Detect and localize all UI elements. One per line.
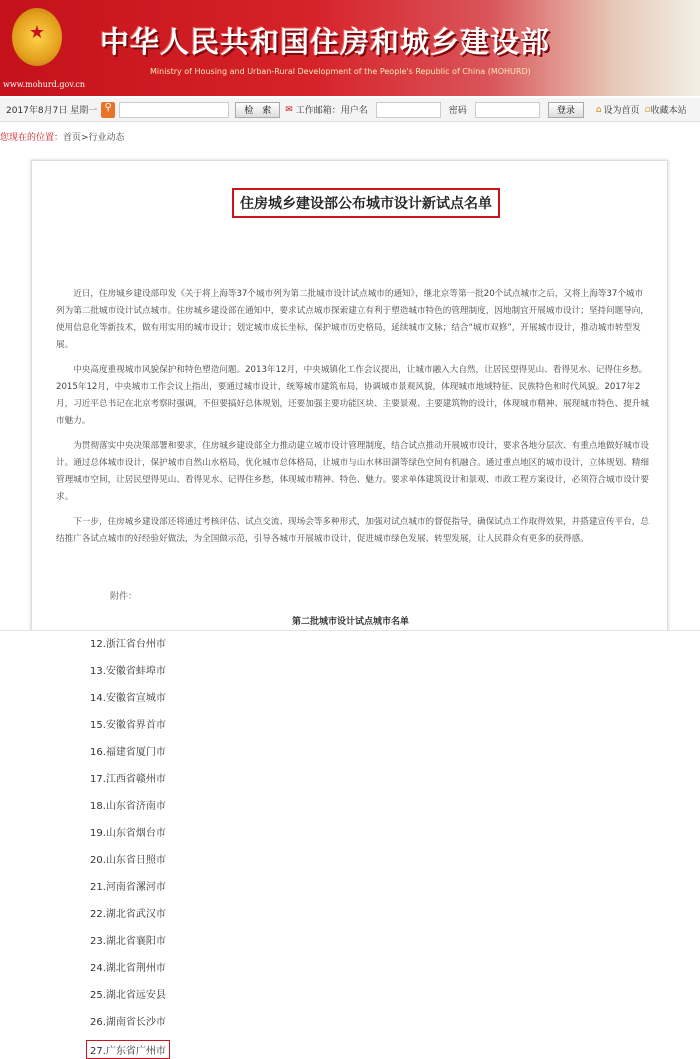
bookmark-icon: ▫ — [644, 104, 651, 115]
paragraph: 近日，住房城乡建设部印发《关于将上海等37个城市列为第二批城市设计试点城市的通知》，继北京等第一批20个试点城市之后，又将上海等37个城市列为第二批城市设计试点城市。住房城乡建设部在通知中，要求试点城市探索建立有利于塑造城市特色的管理制度，因地制宜开展城市设计；坚持问题导向，使用信息化等新技术，做有用实用的城市设计；划定城市成长坐标，保护城市历史格局，延续城市文脉；结合“城市双修”，开展城市设计，推动城市转型发展。 — [56, 289, 649, 350]
bookmark-link[interactable]: 收藏本站 — [650, 106, 687, 116]
site-url: www.mohurd.gov.cn — [3, 80, 86, 89]
home-icon: ⌂ — [595, 104, 602, 115]
list-title: 第二批城市设计试点城市名单 — [291, 617, 409, 627]
article-headline: 住房城乡建设部公布城市设计新试点名单 — [232, 188, 500, 218]
mail-icon: ✉ — [285, 104, 293, 115]
city-list-item: 12.浙江省台州市 — [90, 639, 166, 650]
city-list-item: 21.河南省漯河市 — [90, 882, 166, 893]
city-list — [0, 630, 700, 1057]
city-list-item: 16.福建省厦门市 — [90, 747, 166, 758]
breadcrumb — [0, 130, 125, 143]
city-list-item: 26.湖南省长沙市 — [90, 1017, 166, 1028]
article-body — [56, 286, 651, 556]
breadcrumb-prefix: 您现在的位置： — [0, 133, 64, 143]
city-list-item: 27.广东省广州市 — [86, 1040, 170, 1059]
login-button[interactable]: 登录 — [548, 102, 584, 118]
set-home-link[interactable]: 设为首页 — [603, 106, 640, 116]
article-panel — [31, 160, 668, 640]
breadcrumb-path[interactable]: 首页>行业动态 — [63, 133, 125, 143]
mail-label: 工作邮箱：用户名 — [295, 106, 368, 116]
site-banner — [0, 0, 700, 96]
city-list-item: 13.安徽省蚌埠市 — [90, 666, 166, 677]
city-list-item: 17.江西省赣州市 — [90, 774, 166, 785]
site-title: 中华人民共和国住房和城乡建设部 — [100, 25, 551, 59]
city-list-item: 14.安徽省宣城市 — [90, 693, 166, 704]
password-label: 密码 — [448, 106, 467, 116]
attachment-label: 附件： — [110, 592, 138, 602]
search-input[interactable] — [119, 102, 229, 118]
national-emblem-icon: ★ — [12, 8, 62, 66]
search-icon: ⚲ — [101, 102, 115, 118]
paragraph: 下一步，住房城乡建设部还将通过考核评估、试点交流、现场会等多种形式，加强对试点城市的督促指导，确保试点工作取得效果，并搭建宣传平台，总结推广各试点城市的好经验好做法，为全国做示范，引导各城市开展城市设计，促进城市绿色发展、转型发展，让人民群众有更多的获得感。 — [56, 517, 649, 544]
password-input[interactable] — [475, 102, 540, 118]
city-list-item: 25.湖北省远安县 — [90, 990, 166, 1001]
city-list-item: 20.山东省日照市 — [90, 855, 166, 866]
city-list-item: 23.湖北省襄阳市 — [90, 936, 166, 947]
city-list-item: 22.湖北省武汉市 — [90, 909, 166, 920]
city-list-item: 15.安徽省界首市 — [90, 720, 166, 731]
username-input[interactable] — [376, 102, 441, 118]
paragraph: 中央高度重视城市风貌保护和特色塑造问题。2013年12月，中央城镇化工作会议提出，让城市融入大自然，让居民望得见山、看得见水、记得住乡愁。2015年12月，中央城市工作会议上指出，要通过城市设计，统筹城市建筑布局，协调城市景观风貌，体现城市地域特征、民族特色和时代风貌。2017年2月，习近平总书记在北京考察时强调，不但要搞好总体规划，还要加强主要功能区块、主要景观、主要建筑物的设计，体现城市精神、展现城市特色、提升城市魅力。 — [56, 365, 649, 426]
paragraph: 为贯彻落实中央决策部署和要求，住房城乡建设部全力推动建立城市设计管理制度，结合试点推动开展城市设计，要求各地分层次、有重点地做好城市设计。通过总体城市设计，保护城市自然山水格局，优化城市总体格局，让城市与山水林田湖等绿色空间有机融合。通过重点地区的城市设计，立体规划、精细管理城市空间，让居民望得见山、看得见水、记得住乡愁，体现城市精神、特色、魅力。要求单体建筑设计和景观、市政工程方案设计，必须符合城市设计要求。 — [56, 441, 649, 502]
toolbar — [0, 98, 700, 122]
search-button[interactable]: 检 索 — [235, 102, 280, 118]
city-list-item: 19.山东省烟台市 — [90, 828, 166, 839]
date-label: 2017年8月7日 星期一 — [6, 106, 98, 116]
site-subtitle: Ministry of Housing and Urban-Rural Development of the People's Republic of China (MOHURD) — [150, 67, 531, 76]
city-list-item: 18.山东省济南市 — [90, 801, 166, 812]
city-list-item: 24.湖北省荆州市 — [90, 963, 166, 974]
